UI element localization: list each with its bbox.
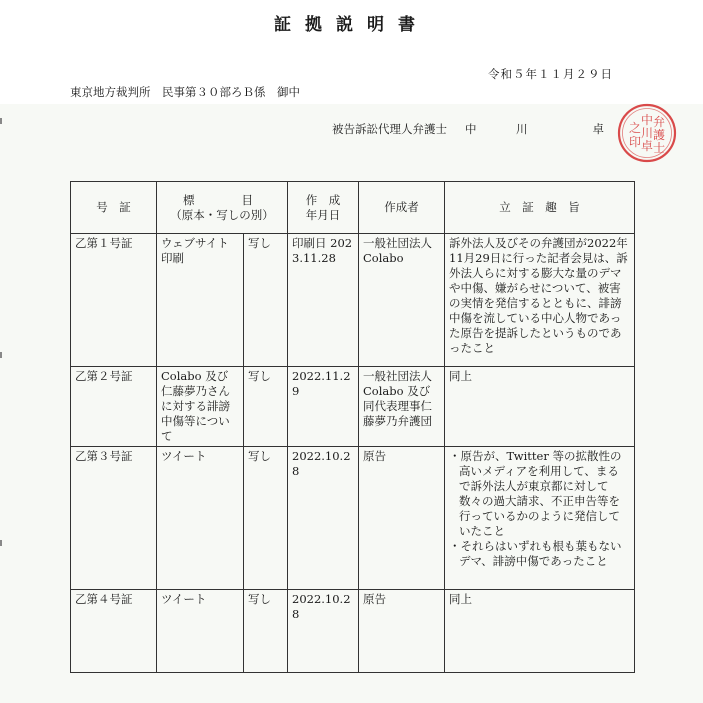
cell-purpose: 同上 [445, 590, 635, 673]
header-purpose: 立 証 趣 旨 [445, 182, 635, 234]
header-subject: 標 目 （原本・写しの別） [157, 182, 288, 234]
table-row [71, 367, 635, 447]
seal-char: 印 [628, 135, 642, 149]
cell-copy: 写し [244, 590, 288, 673]
cell-number: 乙第２号証 [71, 367, 157, 447]
seal-char: 弁 [652, 115, 666, 129]
evidence-table [70, 181, 635, 673]
table-row [71, 447, 635, 590]
court-addressee: 東京地方裁判所 民事第３０部ろＢ係 御中 [70, 85, 300, 99]
cell-subject: ウェブサイト印刷 [157, 234, 244, 367]
seal-char: 中 [640, 113, 654, 127]
purpose-list [449, 449, 630, 569]
margin-mark [0, 540, 2, 546]
cell-author: 一般社団法人 Colabo 及び同代表理事仁藤夢乃弁護団 [359, 367, 445, 447]
document-title: 証拠説明書 [274, 15, 429, 35]
document-date: 令和５年１１月２９日 [488, 67, 613, 81]
cell-purpose [445, 447, 635, 590]
attorney-line [332, 121, 618, 137]
margin-mark [0, 352, 2, 358]
attorney-name: 中 川 卓 [465, 122, 618, 136]
cell-purpose: 同上 [445, 367, 635, 447]
cell-copy: 写し [244, 367, 288, 447]
purpose-point: ・原告が、Twitter 等の拡散性の高いメディアを利用して、まるで訴外法人が東京都に対して数々の過大請求、不正申告等を行っているかのように発信していたこと [449, 449, 622, 538]
seal-char: 卓 [640, 139, 654, 153]
cell-number: 乙第３号証 [71, 447, 157, 590]
cell-date: 印刷日 2023.11.28 [288, 234, 359, 367]
header-number: 号 証 [71, 182, 157, 234]
attorney-seal-stamp [616, 102, 678, 164]
table-header-row [71, 182, 635, 234]
header-date: 作 成 年月日 [288, 182, 359, 234]
cell-subject: Colabo 及び仁藤夢乃さんに対する誹謗中傷等について [157, 367, 244, 447]
seal-lettering [629, 112, 665, 155]
table-row [71, 234, 635, 367]
cell-purpose: 訴外法人及びその弁護団が2022年11月29日に行った記者会見は、訴外法人らに対する膨大な量のデマや中傷、嫌がらせについて、被害の実情を発信するとともに、誹謗中傷を流している中心人物であった原告を提訴したというものであったこと [445, 234, 635, 367]
cell-number: 乙第４号証 [71, 590, 157, 673]
cell-number: 乙第１号証 [71, 234, 157, 367]
margin-mark [0, 118, 2, 124]
cell-author: 原告 [359, 590, 445, 673]
cell-date: 2022.10.28 [288, 590, 359, 673]
purpose-point: ・それらはいずれも根も葉もないデマ、誹謗中傷であったこと [449, 539, 622, 568]
cell-copy: 写し [244, 234, 288, 367]
cell-author: 原告 [359, 447, 445, 590]
seal-char: 士 [652, 141, 666, 155]
cell-subject: ツイート [157, 590, 244, 673]
cell-date: 2022.10.28 [288, 447, 359, 590]
cell-copy: 写し [244, 447, 288, 590]
table-row [71, 590, 635, 673]
cell-date: 2022.11.29 [288, 367, 359, 447]
header-author: 作成者 [359, 182, 445, 234]
seal-char: 護 [652, 128, 666, 142]
seal-char: 之 [628, 121, 642, 135]
cell-author: 一般社団法人 Colabo [359, 234, 445, 367]
cell-subject: ツイート [157, 447, 244, 590]
attorney-role: 被告訴訟代理人弁護士 [332, 122, 447, 136]
seal-char: 川 [640, 126, 654, 140]
